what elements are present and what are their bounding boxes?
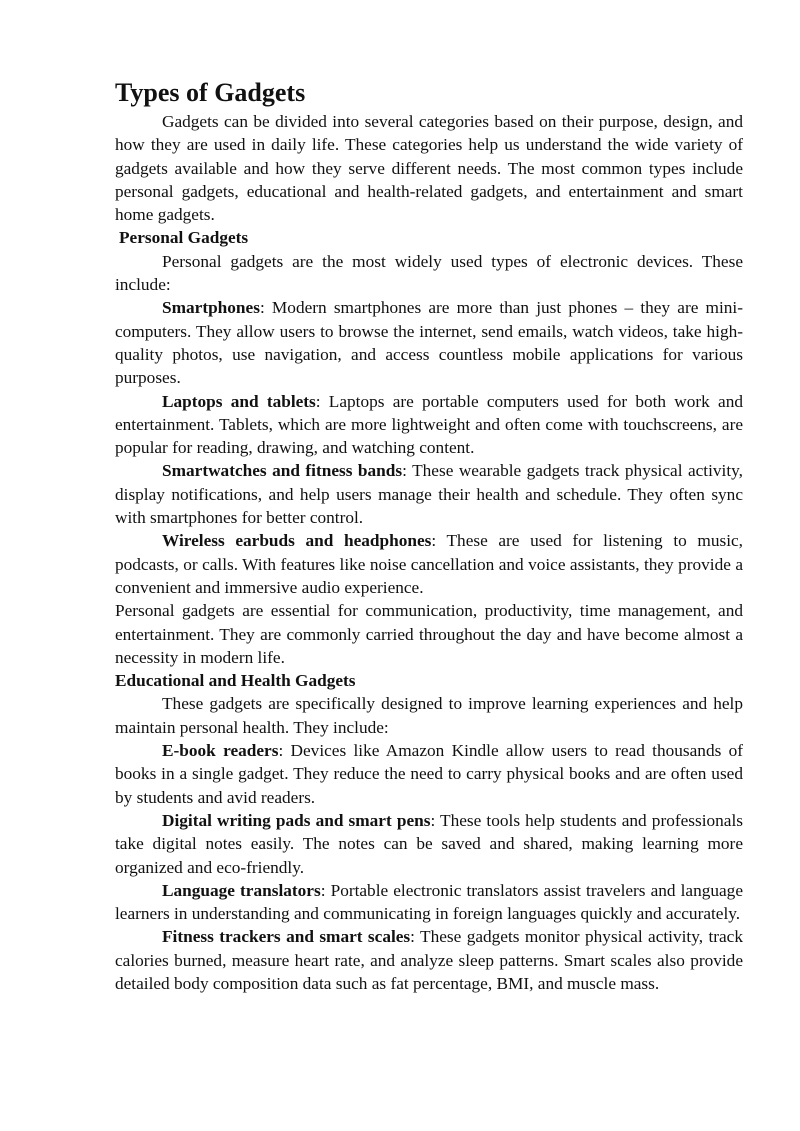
item-text: : Portable electronic translators assist travelers and language learners in understanding and communicating in foreign languages quickly and accurately. xyxy=(115,880,743,924)
item-text: : Devices like Amazon Kindle allow users to read thousands of books in a single gadget. They reduce the need to carry physical books and are often used by students and avid readers. xyxy=(115,741,744,807)
item-term: Smartphones xyxy=(162,298,260,318)
list-item-fitness-trackers xyxy=(115,925,743,995)
personal-lead-paragraph: Personal gadgets are the most widely used types of electronic devices. These include: xyxy=(115,251,743,295)
list-item-translators xyxy=(115,879,743,926)
list-item-ebook-readers xyxy=(115,739,743,809)
item-term: Fitness trackers and smart scales xyxy=(162,927,411,947)
item-term: Digital writing pads and smart pens xyxy=(162,810,431,830)
item-text: : These tools help students and professionals take digital notes easily. The notes can be saved and shared, making learning more organized and eco-friendly. xyxy=(115,810,743,877)
intro-paragraph: Gadgets can be divided into several categories based on their purpose, design, and how they are used in daily life. These categories help us understand the wide variety of gadgets available and how they serve different needs. The most common types include personal gadgets, educational and health-related gadgets, and entertainment and smart home gadgets. xyxy=(115,112,743,225)
item-text: : Laptops are portable computers used for both work and entertainment. Tablets, which are more lightweight and often come with touchscreens, are popular for reading, drawing, and watching content. xyxy=(115,391,743,458)
section-heading-educational: Educational and Health Gadgets xyxy=(115,671,356,691)
item-term: E-book readers xyxy=(162,741,279,761)
item-text: : These gadgets monitor physical activity, track calories burned, measure heart rate, and analyze sleep patterns. Smart scales also provide detailed body composition data such as fat percentage, BMI, and muscle mass. xyxy=(115,927,743,993)
item-term: Laptops and tablets xyxy=(162,391,316,411)
item-text: : Modern smartphones are more than just phones – they are mini-computers. They allow users to browse the internet, send emails, watch videos, take high-quality photos, use navigation, and access countless mobile applications for various purposes. xyxy=(115,298,743,388)
item-text: : These are used for listening to music, podcasts, or calls. With features like noise cancellation and voice assistants, they provide a convenient and immersive audio experience. xyxy=(115,531,743,597)
section-heading-personal: Personal Gadgets xyxy=(119,228,249,248)
item-term: Wireless earbuds and headphones xyxy=(162,531,432,551)
item-term: Language translators xyxy=(162,880,321,900)
document-page xyxy=(115,76,743,995)
educational-lead-paragraph: These gadgets are specifically designed to improve learning experiences and help maintain personal health. They include: xyxy=(115,694,743,737)
list-item-laptops xyxy=(115,390,743,460)
list-item-writing-pads xyxy=(115,809,743,879)
personal-summary-paragraph: Personal gadgets are essential for communication, productivity, time management, and entertainment. They are commonly carried throughout the day and have become almost a necessity in modern life. xyxy=(115,601,743,667)
page-title: Types of Gadgets xyxy=(115,78,306,107)
list-item-smartwatches xyxy=(115,459,743,529)
item-text: : These wearable gadgets track physical activity, display notifications, and help users manage their health and schedule. They often sync with smartphones for better control. xyxy=(115,461,743,528)
list-item-earbuds xyxy=(115,529,743,599)
item-term: Smartwatches and fitness bands xyxy=(162,461,403,481)
list-item-smartphones xyxy=(115,296,743,389)
